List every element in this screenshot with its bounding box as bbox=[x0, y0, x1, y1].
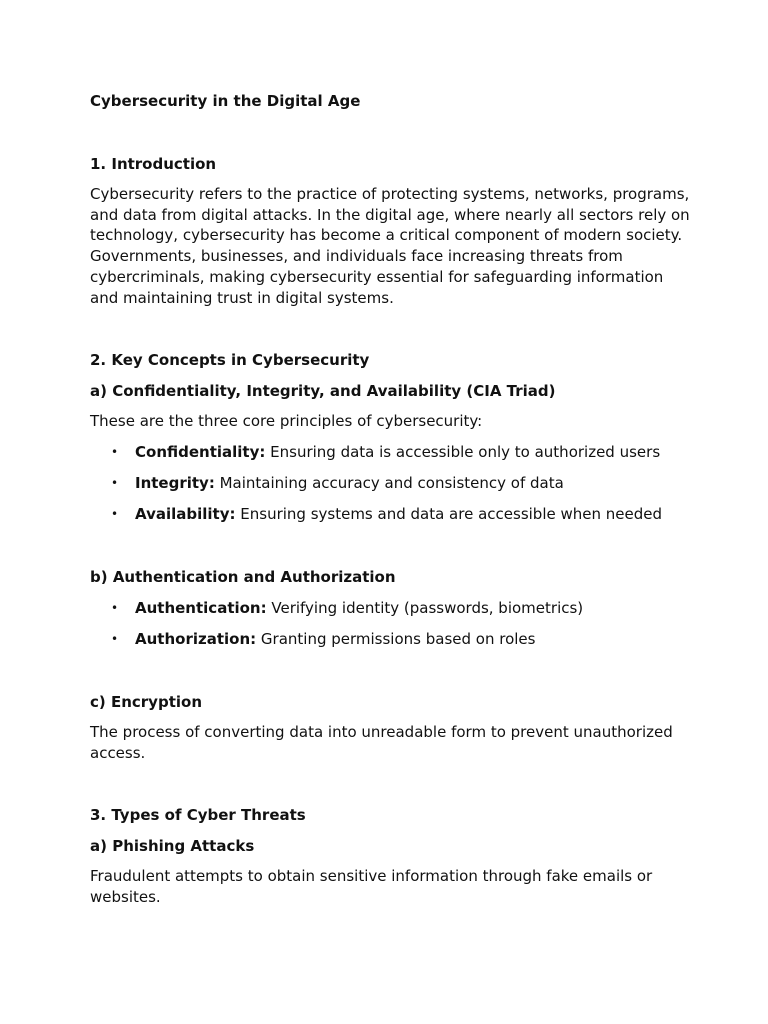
subheading-cia-triad: a) Confidentiality, Integrity, and Availability (CIA Triad) bbox=[90, 382, 556, 401]
list-item-description: Ensuring systems and data are accessible when needed bbox=[235, 504, 662, 523]
list-item-description: Maintaining accuracy and consistency of data bbox=[214, 473, 564, 492]
cia-intro-text: These are the three core principles of cybersecurity: bbox=[90, 412, 483, 431]
list-item-term: Integrity: bbox=[135, 473, 215, 492]
section-heading-introduction: 1. Introduction bbox=[90, 155, 217, 173]
subheading-phishing-attacks: a) Phishing Attacks bbox=[90, 837, 255, 856]
subheading-encryption: c) Encryption bbox=[90, 692, 202, 711]
section-heading-key-concepts: 2. Key Concepts in Cybersecurity bbox=[90, 351, 370, 370]
list-item-term: Authentication: bbox=[135, 598, 267, 617]
document-content bbox=[90, 90, 690, 908]
auth-bullet-list bbox=[90, 597, 690, 650]
subheading-authentication-authorization: b) Authentication and Authorization bbox=[90, 567, 396, 586]
list-item bbox=[90, 441, 690, 463]
bullet-icon: • bbox=[111, 475, 119, 490]
document-title: Cybersecurity in the Digital Age bbox=[90, 92, 361, 110]
list-item-description: Ensuring data is accessible only to authorized users bbox=[265, 442, 661, 461]
list-item-term: Confidentiality: bbox=[135, 442, 266, 461]
bullet-icon: • bbox=[111, 600, 119, 615]
section-heading-cyber-threats: 3. Types of Cyber Threats bbox=[90, 806, 306, 825]
bullet-icon: • bbox=[111, 506, 119, 521]
list-item-description: Verifying identity (passwords, biometrics) bbox=[266, 598, 584, 617]
introduction-paragraph: Cybersecurity refers to the practice of protecting systems, networks, programs, and data from digital attacks. In the digital age, where nearly all sectors rely on technology, cybersecurity has become a critical component of modern society. Governments, businesses, and individuals face increasing threats from cybercriminals, making cybersecurity essential for safeguarding information and maintaining trust in digital systems. bbox=[90, 185, 690, 307]
list-item bbox=[90, 628, 690, 650]
list-item bbox=[90, 503, 690, 525]
list-item-term: Availability: bbox=[135, 504, 236, 523]
bullet-icon: • bbox=[111, 444, 119, 459]
list-item-term: Authorization: bbox=[135, 629, 257, 648]
cia-bullet-list bbox=[90, 441, 690, 525]
bullet-icon: • bbox=[111, 631, 119, 646]
list-item bbox=[90, 597, 690, 619]
encryption-paragraph: The process of converting data into unreadable form to prevent unauthorized access. bbox=[90, 722, 673, 762]
list-item bbox=[90, 472, 690, 494]
list-item-description: Granting permissions based on roles bbox=[256, 629, 536, 648]
phishing-paragraph: Fraudulent attempts to obtain sensitive information through fake emails or websites. bbox=[90, 867, 653, 907]
